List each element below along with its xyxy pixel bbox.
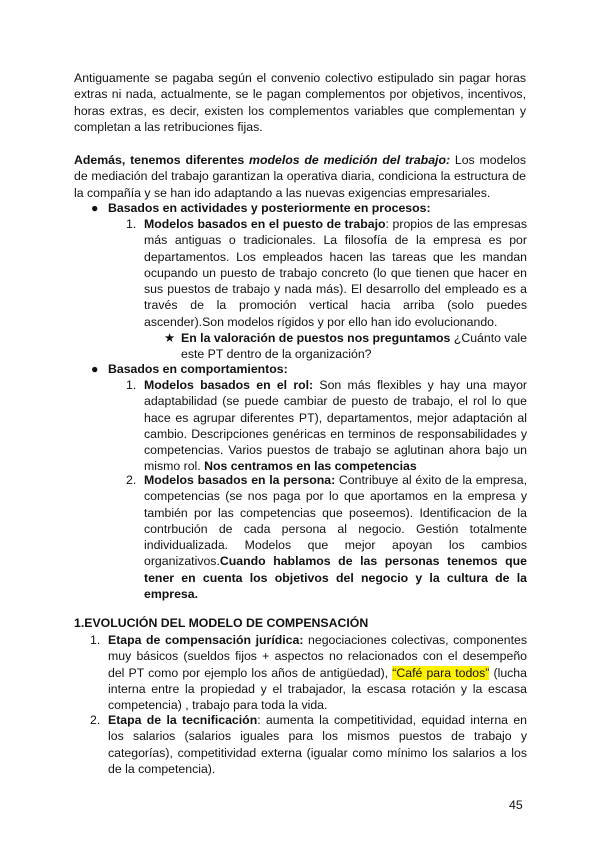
item-title: Etapa de la tecnificación xyxy=(108,713,258,727)
list-number: 1. xyxy=(126,217,137,231)
item-title: Etapa de compensación jurídica: xyxy=(108,633,304,647)
bullet-dot-icon: ● xyxy=(91,362,99,376)
highlighted-phrase: “Café para todos” xyxy=(392,665,490,680)
measurement-models-paragraph xyxy=(74,152,526,201)
bullet-processes-title: Basados en actividades y posteriormente en procesos: xyxy=(108,201,431,215)
item-text: : propios de las empresas más antiguas o tradicionales. La filosofía de la empresa es por departamentos. Los empleados hacen las tareas que les mandan ocupando un puesto de trabajo concreto (lo que tienen que hacer en sus puestos de trabajo y nada más). El desarrollo del empleado es a través de la promoción vertical hacia arriba (solo puedes ascender).Son modelos rígidos y por ello han ido evolucionando. xyxy=(144,217,527,329)
section-heading-compensation: 1.EVOLUCIÓN DEL MODELO DE COMPENSACIÓN xyxy=(74,616,369,630)
star-bold: En la valoración de puestos nos preguntamos xyxy=(181,331,451,345)
bullet-processes xyxy=(91,200,528,216)
intro-paragraph: Antiguamente se pagaba según el convenio colectivo estipulado sin pagar horas extras ni nada, actualmente, se le pagan complementos por objetivos, incentivos, horas extras, es decir, existen los complementos variables que complementan y completan a las retribuciones fijas. xyxy=(74,71,526,134)
list-item-role-models xyxy=(126,377,528,475)
lead-bold: Además, tenemos diferentes xyxy=(74,153,250,167)
list-item-person-models xyxy=(126,472,527,602)
item-text: : aumenta la competitividad, equidad interna en los salarios (salarios iguales para los mismos puestos de trabajo y categorías), competitividad externa (igualar como mínimo los salarios a los de la competencia). xyxy=(108,713,527,776)
item-title: Modelos basados en la persona: xyxy=(144,473,336,487)
star-icon: ★ xyxy=(164,331,176,345)
lead-bold-italic: modelos de medición del trabajo: xyxy=(249,153,451,167)
lead-text: Los modelos de mediación del trabajo garantizan la operativa diaria, condiciona la estructura de la compañía y se han ido adaptando a las nuevas exigencias empresariales. xyxy=(74,153,526,200)
item-tail-bold: Cuando hablamos de las personas tenemos que tener en cuenta los objetivos del negocio y la cultura de la empresa. xyxy=(144,554,527,602)
item-text: Contribuye al éxito de la empresa, competencias (se nos paga por lo que aportamos en la empresa y también por las competencias que poseemos). Identificacion de la contrbución de cada persona al negocio. Gestión totalmente individualizada. Modelos que mejor apoyan los cambios organizativos. xyxy=(144,473,527,569)
item-title: Modelos basados en el rol: xyxy=(144,378,314,392)
star-text: ¿Cuánto vale este PT dentro de la organización? xyxy=(181,331,527,362)
bullet-behaviors xyxy=(91,361,528,377)
list-item-legal-compensation xyxy=(90,632,527,713)
list-item-technification xyxy=(90,712,527,777)
item-text-continued: (lucha interna entre la propiedad y el trabajador, la escasa rotación y la escasa competencia) , trabajo para toda la vida. xyxy=(108,665,527,713)
star-item-valuation xyxy=(164,330,527,363)
list-item-job-models xyxy=(126,216,527,330)
item-title: Modelos basados en el puesto de trabajo xyxy=(144,217,386,231)
item-text: Son más flexibles y hay una mayor adaptabilidad (se puede cambiar de puesto de trabajo, el rol lo que hace es agrupar diferentes PT), departamentos, mejor adaptación al cambio. Descripciones genéricas en terminos de responsabilidades y competencias. Varios puestos de trabajo se aglutinan ahora bajo un mismo rol. xyxy=(144,378,528,474)
item-text: negociaciones colectivas, componentes muy básicos (sueldos fijos + aspectos no relacionados con el desempeño del PT como por ejemplo los años de antigüedad), xyxy=(108,633,527,680)
bullet-behaviors-title: Basados en comportamientos: xyxy=(108,362,288,376)
bullet-dot-icon: ● xyxy=(91,201,99,215)
list-number: 1. xyxy=(90,633,101,647)
list-number: 1. xyxy=(126,378,137,392)
list-number: 2. xyxy=(90,713,101,727)
page-number: 45 xyxy=(509,798,523,812)
item-tail-bold: Nos centramos en las competencias xyxy=(204,459,417,474)
list-number: 2. xyxy=(126,473,137,487)
